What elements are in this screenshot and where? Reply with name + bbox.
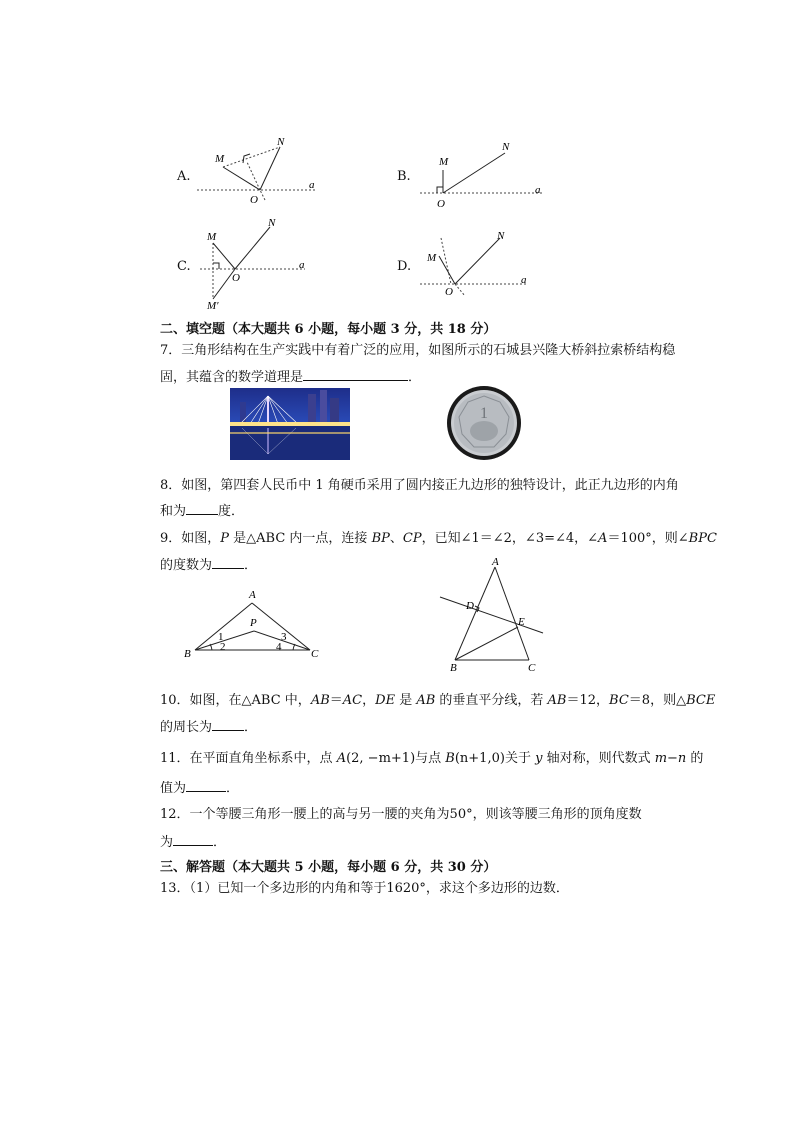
q12-answer-blank[interactable]: [173, 833, 213, 846]
option-c-label: C.: [177, 259, 191, 274]
q11-line1: 11．在平面直角坐标系中，点 A(2, −m+1)与点 B(n+1,0)关于 y 轴对称，则代数式 m−n 的: [160, 751, 704, 766]
q12-line2: 为 ．: [160, 835, 227, 850]
q13-line1: 13．（1）已知一个多边形的内角和等于1620°，求这个多边形的边数．: [160, 881, 569, 896]
q7-answer-blank[interactable]: [303, 368, 408, 381]
q10-line2: 的周长为 ．: [160, 720, 258, 735]
label-E: E: [518, 616, 525, 628]
option-a-figure: [195, 130, 325, 210]
bridge-photo: [230, 388, 350, 460]
label-a: a: [309, 179, 315, 191]
label-A: A: [249, 589, 256, 601]
coin-value: 1: [480, 405, 488, 422]
label-M: M: [207, 231, 217, 243]
q10-line1: 10．如图，在△ABC 中，AB＝AC，DE 是 AB 的垂直平分线，若 AB＝12，BC＝8，则△BCE: [160, 693, 716, 708]
option-b-figure: [415, 135, 550, 210]
angle-4-label: 4: [276, 641, 282, 653]
label-N: N: [277, 136, 285, 148]
label-M: M: [215, 153, 225, 165]
label-O: O: [232, 272, 240, 284]
q7-line2: 固，其蕴含的数学道理是 ．: [160, 370, 422, 385]
q8-line2: 和为 度．: [160, 504, 245, 519]
label-a: a: [299, 259, 305, 271]
q9-line1: 9．如图，P 是△ABC 内一点，连接 BP、CP，已知∠1＝∠2，∠3=∠4，∠A＝100°，则∠BPC: [160, 531, 717, 546]
label-M: M: [427, 252, 437, 264]
q9-line2: 的度数为 ．: [160, 558, 258, 573]
q10-triangle-figure: [435, 557, 550, 677]
option-d-figure: [415, 228, 535, 308]
label-O: O: [445, 286, 453, 298]
label-B: B: [184, 648, 191, 660]
label-P: P: [250, 617, 257, 629]
angle-3-label: 3: [281, 631, 287, 643]
label-N: N: [268, 217, 276, 229]
label-B: B: [450, 662, 457, 674]
label-O: O: [437, 198, 445, 210]
q7-line1: 7．三角形结构在生产实践中有着广泛的应用，如图所示的石城县兴隆大桥斜拉索桥结构稳: [160, 343, 676, 358]
label-D: D: [466, 600, 474, 612]
label-O: O: [250, 194, 258, 206]
q10-answer-blank[interactable]: [212, 718, 244, 731]
q8-line1: 8．如图，第四套人民币中 1 角硬币采用了圆内接正九边形的独特设计，此正九边形的内角: [160, 478, 679, 493]
label-N: N: [502, 141, 510, 153]
q12-line1: 12．一个等腰三角形一腰上的高与另一腰的夹角为50°，则该等腰三角形的顶角度数: [160, 807, 642, 822]
q9-answer-blank[interactable]: [212, 556, 244, 569]
q11-line2: 值为 ．: [160, 781, 240, 796]
q9-triangle-figure: [180, 585, 330, 660]
label-M: M: [439, 156, 449, 168]
angle-2-label: 2: [220, 641, 226, 653]
label-a: a: [535, 184, 541, 196]
option-c-figure: [195, 215, 315, 315]
section-3-heading: 三、解答题（本大题共 5 小题，每小题 6 分，共 30 分）: [160, 860, 497, 875]
q11-answer-blank[interactable]: [186, 779, 226, 792]
option-a-label: A.: [177, 169, 191, 184]
option-d-label: D.: [397, 259, 412, 274]
option-b-label: B.: [397, 169, 411, 184]
section-2-heading: 二、填空题（本大题共 6 小题，每小题 3 分，共 18 分）: [160, 322, 497, 337]
label-C: C: [528, 662, 536, 674]
label-a: a: [521, 274, 527, 286]
coin-photo: [445, 384, 523, 462]
q8-answer-blank[interactable]: [186, 502, 218, 515]
label-C: C: [311, 648, 319, 660]
angle-1-label: 1: [218, 631, 224, 643]
label-M-prime: M′: [207, 300, 219, 312]
label-N: N: [497, 230, 505, 242]
label-A: A: [492, 557, 499, 568]
